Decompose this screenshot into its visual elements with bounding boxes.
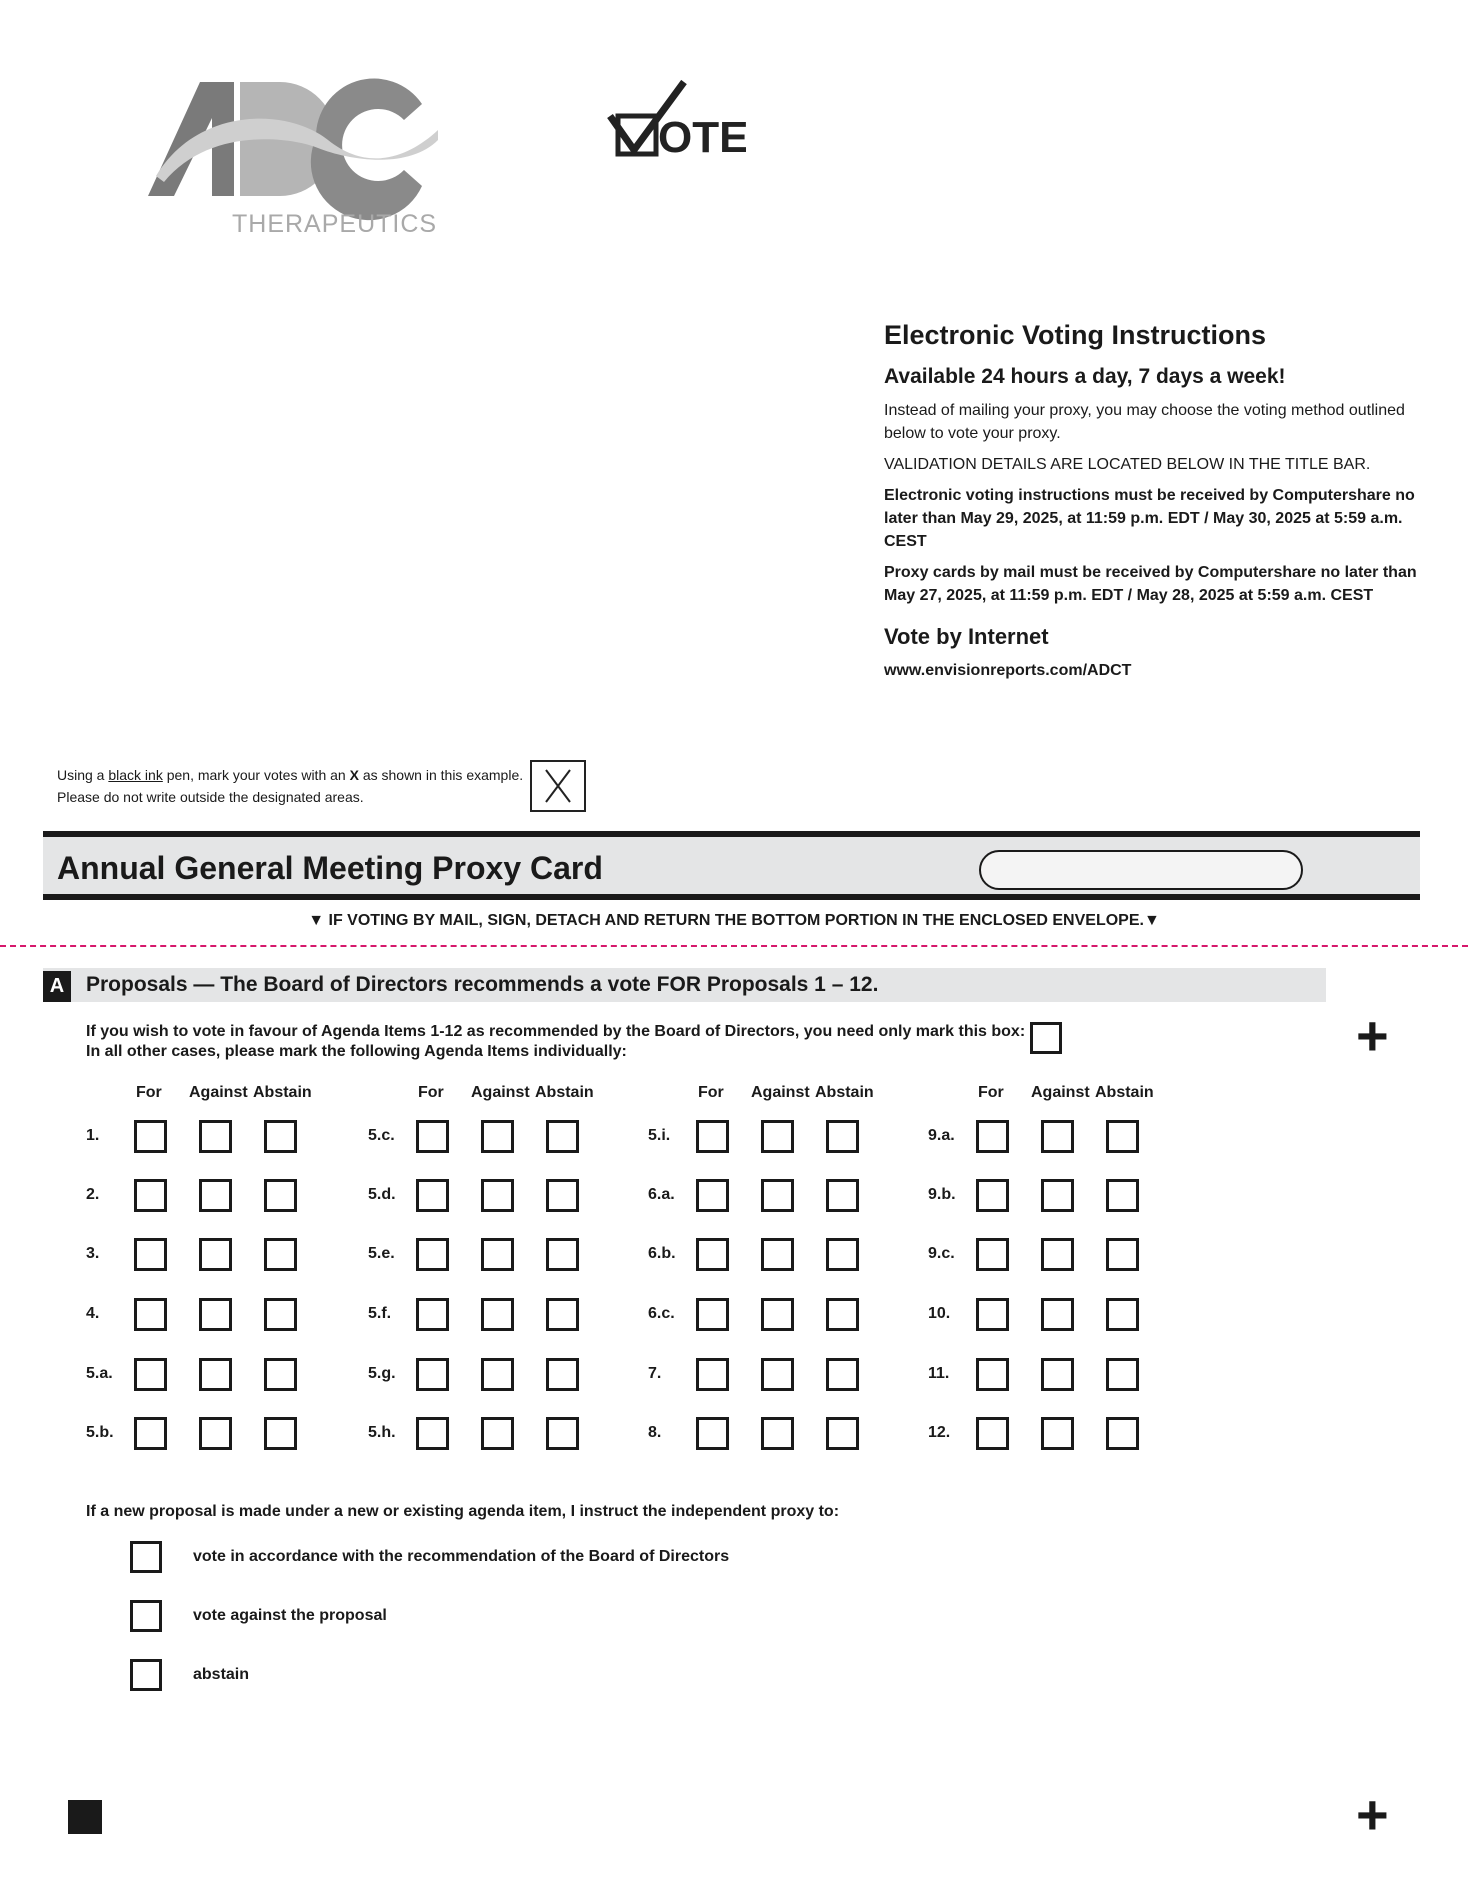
vote-against-checkbox[interactable] [481,1120,514,1153]
vote-against-checkbox[interactable] [481,1298,514,1331]
option-vote-against-checkbox[interactable] [130,1600,162,1632]
vote-for-checkbox[interactable] [416,1120,449,1153]
vote-against-checkbox[interactable] [1041,1417,1074,1450]
vote-mark [606,78,746,168]
vote-against-checkbox[interactable] [1041,1358,1074,1391]
vote-against-checkbox[interactable] [199,1298,232,1331]
option-abstain-checkbox[interactable] [130,1659,162,1691]
registration-mark: + [1356,1004,1389,1067]
vote-by-internet-title: Vote by Internet [884,624,1049,649]
vote-against-checkbox[interactable] [199,1120,232,1153]
vote-for-checkbox[interactable] [134,1179,167,1212]
vote-abstain-checkbox[interactable] [1106,1238,1139,1271]
vote-abstain-checkbox[interactable] [1106,1358,1139,1391]
example-marked-box [530,760,586,812]
instructions-availability: Available 24 hours a day, 7 days a week! [884,365,1286,388]
agenda-item-label: 11. [928,1365,950,1382]
column-header-abstain: Abstain [1095,1084,1154,1101]
agenda-item-label: 2. [86,1186,100,1203]
vote-against-checkbox[interactable] [1041,1120,1074,1153]
example-text-x: X [349,767,359,783]
vote-abstain-checkbox[interactable] [546,1417,579,1450]
vote-all-note-line2: In all other cases, please mark the following Agenda Items individually: [86,1043,627,1060]
example-text-end: as shown in this example. [358,767,524,783]
vote-for-checkbox[interactable] [976,1417,1009,1450]
agenda-item-label: 3. [86,1245,100,1262]
vote-by-internet [884,624,1131,680]
vote-for-checkbox[interactable] [134,1417,167,1450]
logo-subtitle: THERAPEUTICS [232,210,438,238]
vote-for-checkbox[interactable] [416,1179,449,1212]
vote-abstain-checkbox[interactable] [826,1179,859,1212]
vote-abstain-checkbox[interactable] [546,1298,579,1331]
vote-abstain-checkbox[interactable] [1106,1298,1139,1331]
vote-abstain-checkbox[interactable] [1106,1120,1139,1153]
vote-against-checkbox[interactable] [761,1179,794,1212]
instructions-title: Electronic Voting Instructions [884,320,1267,350]
vote-abstain-checkbox[interactable] [826,1238,859,1271]
agenda-item-label: 5.f. [368,1305,392,1322]
column-header-against: Against [1031,1084,1090,1101]
option-vote-against-label: vote against the proposal [193,1607,387,1624]
agenda-item-label: 5.d. [368,1186,396,1203]
agenda-item-label: 9.a. [928,1127,955,1144]
section-badge: A [43,971,71,1002]
agenda-item-label: 6.c. [648,1305,675,1322]
vote-for-checkbox[interactable] [976,1358,1009,1391]
vote-abstain-checkbox[interactable] [826,1120,859,1153]
agenda-item-label: 9.c. [928,1245,955,1262]
agenda-item-label: 5.c. [368,1127,395,1144]
vote-for-checkbox[interactable] [976,1120,1009,1153]
vote-for-checkbox[interactable] [134,1238,167,1271]
vote-for-checkbox[interactable] [976,1238,1009,1271]
title-bar [43,831,1420,900]
agenda-item-label: 4. [86,1305,100,1322]
vote-abstain-checkbox[interactable] [826,1358,859,1391]
perforation-line [0,945,1468,947]
agenda-item-label: 5.g. [368,1365,396,1382]
vote-against-checkbox[interactable] [481,1358,514,1391]
column-header-against: Against [471,1084,530,1101]
agenda-item-label: 5.a. [86,1365,113,1382]
vote-against-checkbox[interactable] [761,1298,794,1331]
agenda-item-label: 7. [648,1365,662,1382]
instructions-paragraph: Instead of mailing your proxy, you may choose the voting method outlined below to vote your proxy. [884,402,1405,442]
column-header-abstain: Abstain [253,1084,312,1101]
vote-abstain-checkbox[interactable] [826,1298,859,1331]
new-proposal-instruction: If a new proposal is made under a new or existing agenda item, I instruct the independent proxy to: [86,1503,840,1520]
vote-against-checkbox[interactable] [761,1358,794,1391]
agenda-item-label: 6.a. [648,1186,675,1203]
agenda-item-label: 5.i. [648,1127,671,1144]
vote-abstain-checkbox[interactable] [546,1120,579,1153]
vote-for-checkbox[interactable] [134,1358,167,1391]
column-header-against: Against [189,1084,248,1101]
agenda-item-label: 8. [648,1424,662,1441]
vote-against-checkbox[interactable] [199,1417,232,1450]
vote-abstain-checkbox[interactable] [264,1179,297,1212]
vote-abstain-checkbox[interactable] [546,1358,579,1391]
electronic-voting-instructions [884,320,1424,615]
option-follow-board-label: vote in accordance with the recommendation of the Board of Directors [193,1548,730,1565]
vote-abstain-checkbox[interactable] [264,1120,297,1153]
vote-against-checkbox[interactable] [199,1358,232,1391]
vote-for-checkbox[interactable] [134,1298,167,1331]
option-follow-board-checkbox[interactable] [130,1541,162,1573]
svg-text:OTE: OTE [658,113,746,162]
agenda-item-label: 10. [928,1305,951,1322]
vote-against-checkbox[interactable] [1041,1298,1074,1331]
vote-all-for-checkbox[interactable] [1030,1022,1062,1054]
vote-for-checkbox[interactable] [976,1298,1009,1331]
agenda-item-label: 6.b. [648,1245,676,1262]
vote-against-checkbox[interactable] [761,1417,794,1450]
vote-for-checkbox[interactable] [416,1238,449,1271]
vote-abstain-checkbox[interactable] [546,1238,579,1271]
column-header-for: For [418,1084,444,1101]
vote-for-checkbox[interactable] [696,1120,729,1153]
registration-mark: + [1356,1783,1389,1846]
section-title: Proposals — The Board of Directors recommends a vote FOR Proposals 1 – 12. [86,973,879,996]
vote-abstain-checkbox[interactable] [546,1179,579,1212]
column-header-for: For [698,1084,724,1101]
vote-against-checkbox[interactable] [481,1417,514,1450]
vote-all-note [86,1022,1025,1062]
vote-for-checkbox[interactable] [696,1238,729,1271]
vote-against-checkbox[interactable] [199,1179,232,1212]
vote-for-checkbox[interactable] [976,1179,1009,1212]
marking-example-text [57,764,523,808]
column-header-abstain: Abstain [535,1084,594,1101]
example-text-pre: Using a [57,767,109,783]
vote-for-checkbox[interactable] [416,1358,449,1391]
option-abstain-label: abstain [193,1666,250,1683]
vote-against-checkbox[interactable] [199,1238,232,1271]
vote-for-checkbox[interactable] [696,1417,729,1450]
vote-abstain-checkbox[interactable] [264,1358,297,1391]
column-header-for: For [978,1084,1004,1101]
vote-against-checkbox[interactable] [1041,1179,1074,1212]
vote-by-internet-url[interactable]: www.envisionreports.com/ADCT [884,662,1132,679]
vote-against-checkbox[interactable] [481,1179,514,1212]
column-header-against: Against [751,1084,810,1101]
vote-abstain-checkbox[interactable] [826,1417,859,1450]
vote-abstain-checkbox[interactable] [264,1298,297,1331]
agenda-item-label: 12. [928,1424,951,1441]
vote-abstain-checkbox[interactable] [1106,1417,1139,1450]
detach-instruction: ▼ IF VOTING BY MAIL, SIGN, DETACH AND RETURN THE BOTTOM PORTION IN THE ENCLOSED ENVELOPE.▼ [308,912,1160,929]
example-text-line2: Please do not write outside the designated areas. [57,789,364,805]
corner-registration-square [68,1800,102,1834]
vote-against-checkbox[interactable] [1041,1238,1074,1271]
vote-abstain-checkbox[interactable] [1106,1179,1139,1212]
column-header-for: For [136,1084,162,1101]
vote-for-checkbox[interactable] [416,1298,449,1331]
agenda-item-label: 5.b. [86,1424,114,1441]
agenda-item-label: 1. [86,1127,100,1144]
example-text-ink: black ink [108,767,163,783]
validation-details-field [979,850,1303,890]
vote-for-checkbox[interactable] [696,1298,729,1331]
instructions-mail-deadline: Proxy cards by mail must be received by Computershare no later than May 27, 2025, at 11:59 p.m. EDT / May 28, 2025 at 5:59 a.m. CEST [884,564,1417,604]
vote-for-checkbox[interactable] [696,1358,729,1391]
vote-against-checkbox[interactable] [761,1120,794,1153]
agenda-item-label: 5.e. [368,1245,395,1262]
vote-all-note-line1: If you wish to vote in favour of Agenda Items 1-12 as recommended by the Board of Directors, you need only mark this box: [86,1023,1026,1040]
vote-abstain-checkbox[interactable] [264,1417,297,1450]
instructions-electronic-deadline: Electronic voting instructions must be received by Computershare no later than May 29, 2025, at 11:59 p.m. EDT / May 30, 2025 at 5:59 a.m. CEST [884,487,1415,550]
agenda-item-label: 9.b. [928,1186,956,1203]
example-text-post: pen, mark your votes with an [162,767,350,783]
vote-abstain-checkbox[interactable] [264,1238,297,1271]
vote-against-checkbox[interactable] [481,1238,514,1271]
instructions-validation-note: VALIDATION DETAILS ARE LOCATED BELOW IN THE TITLE BAR. [884,456,1371,473]
vote-for-checkbox[interactable] [134,1120,167,1153]
column-header-abstain: Abstain [815,1084,874,1101]
section-a-header [43,968,1326,1002]
page-title: Annual General Meeting Proxy Card [57,850,603,886]
vote-against-checkbox[interactable] [761,1238,794,1271]
vote-for-checkbox[interactable] [416,1417,449,1450]
agenda-item-label: 5.h. [368,1424,396,1441]
vote-for-checkbox[interactable] [696,1179,729,1212]
